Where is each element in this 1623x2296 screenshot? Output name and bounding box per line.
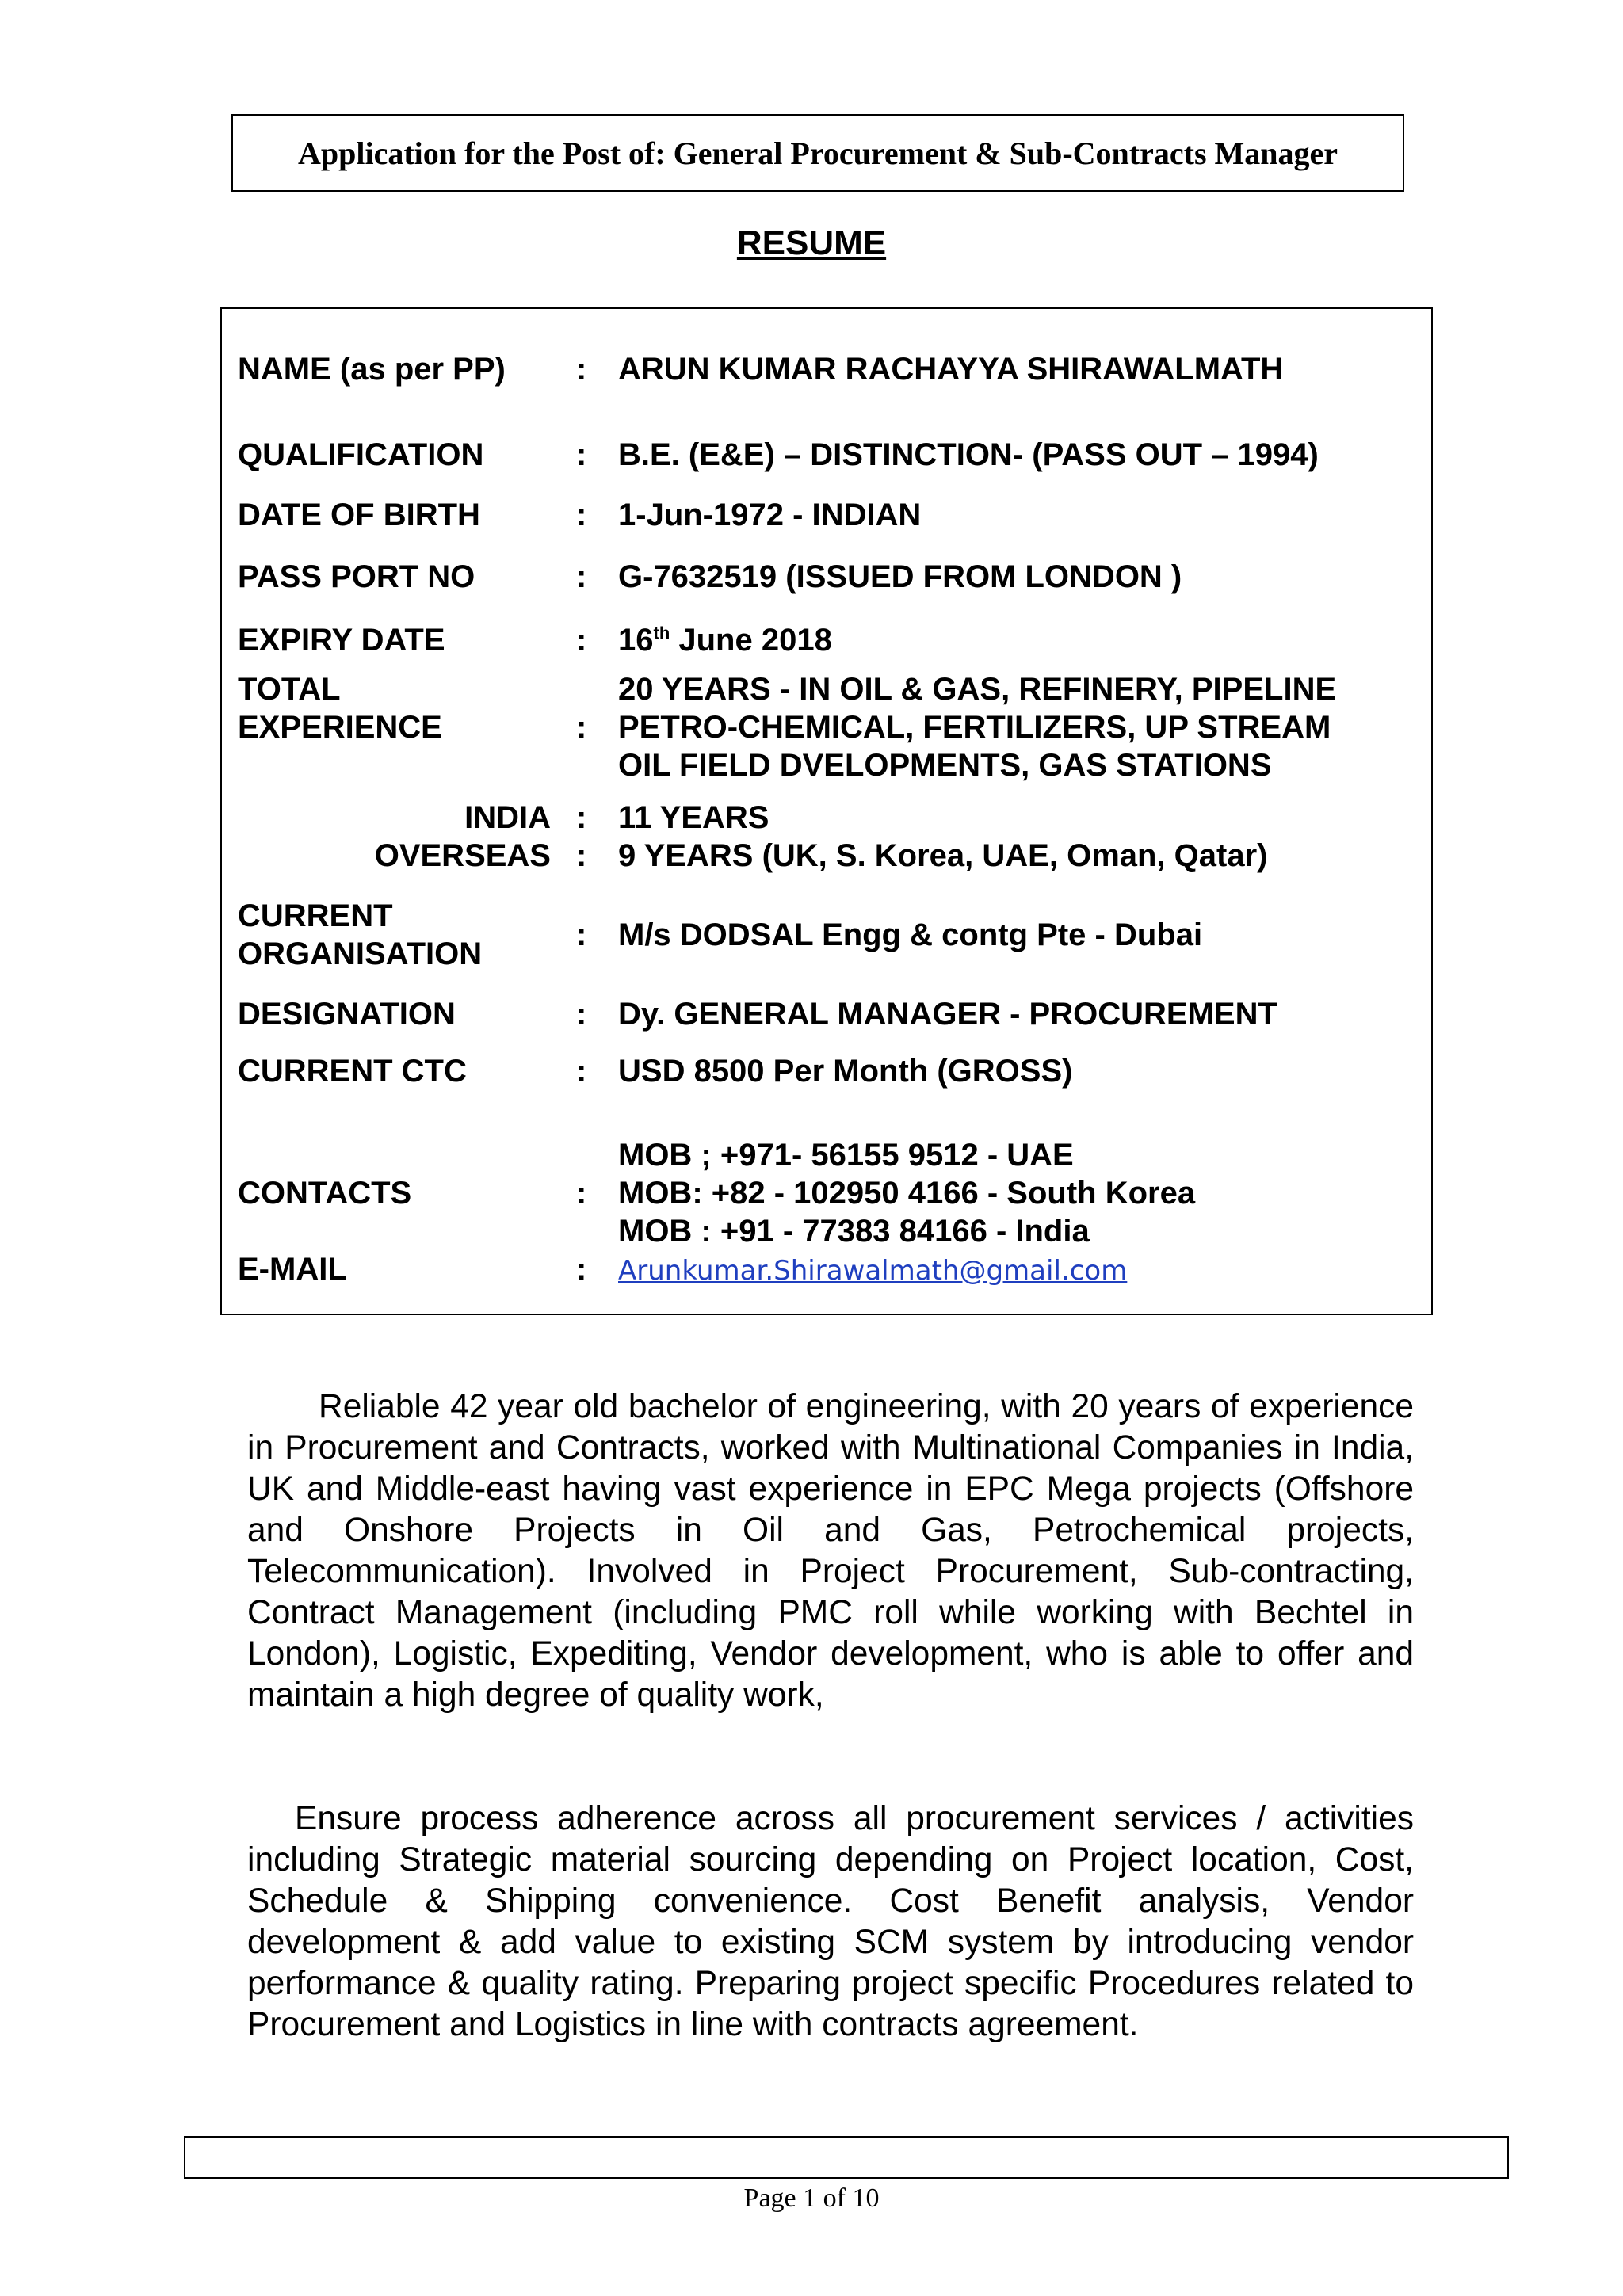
organisation-label (238, 897, 586, 973)
name-value: ARUN KUMAR RACHAYYA SHIRAWALMATH (618, 352, 1284, 387)
colon: : (576, 1054, 587, 1089)
expiry-day-suffix: th (653, 623, 670, 643)
label-line: CURRENT (238, 898, 393, 933)
passport-label: PASS PORT NO (238, 559, 475, 594)
summary-paragraph-2: Ensure process adherence across all procurement services / activities including Strategic material sourcing depending on Project location, Cost, Schedule & Shipping convenience. Cost Benefit analysis, Vendor development & add value to existing SCM system by introducing vendor performance & quality rating. Preparing project specific Procedures related to Procurement and Logistics in line with contracts agreement. (247, 1800, 1414, 2043)
india-label: INDIA (464, 800, 551, 835)
organisation-value: M/s DODSAL Engg & contg Pte - Dubai (618, 917, 1203, 952)
post-applied-text: Application for the Post of: General Procurement & Sub-Contracts Manager (297, 135, 1338, 171)
colon: : (576, 997, 587, 1032)
total-experience-label (238, 670, 586, 746)
overseas-value: 9 YEARS (UK, S. Korea, UAE, Oman, Qatar) (618, 838, 1268, 873)
dob-value: 1-Jun-1972 - INDIAN (618, 498, 922, 532)
summary-paragraph-1: Reliable 42 year old bachelor of engineering, with 20 years of experience in Procurement and Contracts, worked with Multinational Companies in India, UK and Middle-east having vast experience in EPC Mega projects (Offshore and Onshore Projects in Oil and Gas, Petrochemical projects, Telecommunication). Involved in Project Procurement, Sub-contracting, Contract Management (including PMC roll while working with Bechtel in London), Logistic, Expediting, Vendor development, who is able to offer and maintain a high degree of quality work, (247, 1388, 1414, 1714)
phone-india: MOB : +91 - 77383 84166 - India (618, 1214, 1090, 1249)
expiry-month-year: June 2018 (670, 623, 832, 658)
colon: : (576, 1176, 587, 1211)
colon: : (576, 800, 587, 835)
expiry-label: EXPIRY DATE (238, 623, 445, 658)
qualification-value: B.E. (E&E) – DISTINCTION- (PASS OUT – 1994) (618, 437, 1319, 472)
post-applied-box (231, 114, 1404, 192)
colon: : (576, 917, 587, 952)
value-line: PETRO-CHEMICAL, FERTILIZERS, UP STREAM (618, 710, 1331, 745)
label-line: ORGANISATION (238, 936, 483, 971)
designation-value: Dy. GENERAL MANAGER - PROCUREMENT (618, 997, 1277, 1032)
overseas-label: OVERSEAS (374, 838, 551, 873)
colon: : (576, 623, 587, 658)
label-line: EXPERIENCE (238, 710, 442, 745)
ctc-value: USD 8500 Per Month (GROSS) (618, 1054, 1073, 1089)
designation-label: DESIGNATION (238, 997, 456, 1032)
page-number: Page 1 of 10 (743, 2183, 880, 2213)
phone-south-korea: MOB: +82 - 102950 4166 - South Korea (618, 1176, 1196, 1211)
qualification-label: QUALIFICATION (238, 437, 484, 472)
email-label: E-MAIL (238, 1252, 347, 1287)
value-line: 20 YEARS - IN OIL & GAS, REFINERY, PIPELINE (618, 672, 1337, 707)
email-value (618, 1250, 1419, 1290)
passport-value: G-7632519 (ISSUED FROM LONDON ) (618, 559, 1182, 594)
expiry-value (618, 621, 1419, 659)
colon: : (576, 1252, 587, 1287)
contacts-label: CONTACTS (238, 1176, 412, 1211)
colon: : (576, 352, 587, 387)
india-value: 11 YEARS (618, 800, 769, 835)
colon: : (576, 437, 587, 472)
phone-uae: MOB ; +971- 56155 9512 - UAE (618, 1138, 1074, 1173)
colon: : (576, 498, 587, 532)
colon: : (576, 559, 587, 594)
email-link[interactable]: Arunkumar.Shirawalmath@gmail.com (618, 1255, 1128, 1287)
total-experience-value (618, 670, 1419, 784)
colon: : (576, 838, 587, 873)
footer-box (184, 2136, 1509, 2179)
contacts-value (618, 1136, 1419, 1250)
dob-label: DATE OF BIRTH (238, 498, 480, 532)
expiry-day: 16 (618, 623, 654, 658)
value-line: OIL FIELD DVELOPMENTS, GAS STATIONS (618, 748, 1272, 783)
page-title: RESUME (736, 223, 887, 262)
name-label: NAME (as per PP) (238, 352, 506, 387)
colon: : (576, 710, 587, 745)
label-line: TOTAL (238, 672, 341, 707)
ctc-label: CURRENT CTC (238, 1054, 467, 1089)
personal-details-box (220, 307, 1433, 1315)
